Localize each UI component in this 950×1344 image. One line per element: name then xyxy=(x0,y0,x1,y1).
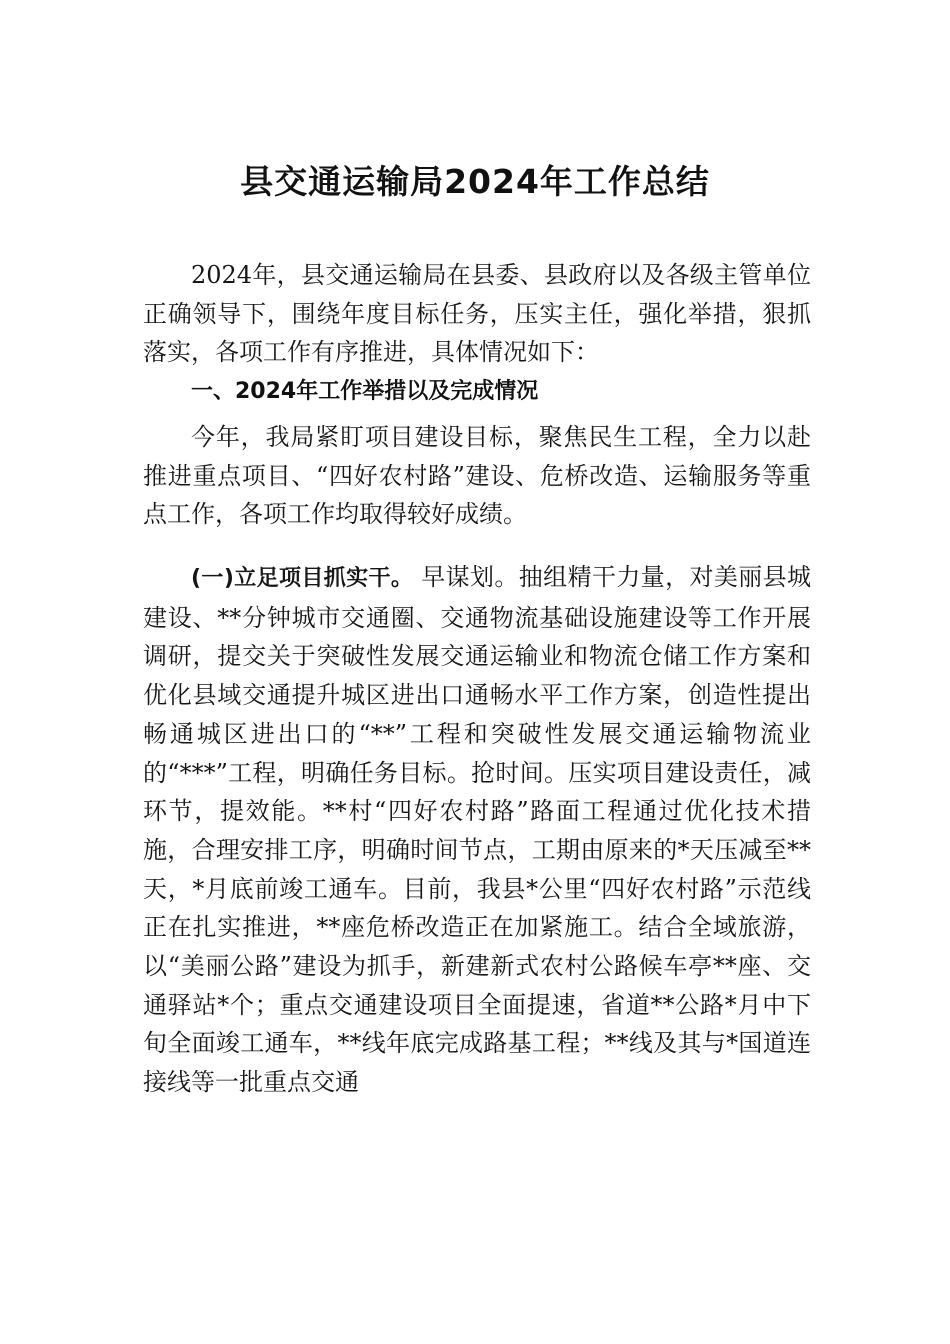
section-1-paragraph: 今年，我局紧盯项目建设目标，聚焦民生工程，全力以赴推进重点项目、“四好农村路”建设、危桥改造、运输服务等重点工作，各项工作均取得较好成绩。 xyxy=(143,423,811,529)
intro-paragraph: 2024年，县交通运输局在县委、县政府以及各级主管单位正确领导下，围绕年度目标任务，压实主任，强化举措，狠抓落实，各项工作有序推进，具体情况如下： xyxy=(143,261,811,367)
section-1-heading: 一、2024年工作举措以及完成情况 xyxy=(191,379,539,404)
subsection-1-text: 早谋划。抽组精干力量，对美丽县城建设、**分钟城市交通圈、交通物流基础设施建设等工作开展调研，提交关于突破性发展交通运输业和物流仓储工作方案和优化县域交通提升城区进出口通畅水平工作方案，创造性提出畅通城区进出口的“**”工程和突破性发展交通运输物流业的“***”工程，明确任务目标。抢时间。压实项目建设责任，减环节，提效能。**村“四好农村路”路面工程通过优化技术措施，合理安排工序，明确时间节点，工期由原来的*天压减至**天，*月底前竣工通车。目前，我县*公里“四好农村路”示范线正在扎实推进，**座危桥改造正在加紧施工。结合全域旅游，以“美丽公路”建设为抓手，新建新式农村公路候车亭**座、交通驿站*个；重点交通建设项目全面提速，省道**公路*月中下旬全面竣工通车，**线年底完成路基工程；**线及其与*国道连接线等一批重点交通 xyxy=(143,563,811,1097)
subsection-1-paragraph xyxy=(143,558,811,1102)
document-title: 县交通运输局2024年工作总结 xyxy=(240,162,710,201)
subsection-1-heading: (一)立足项目抓实干。 xyxy=(191,566,414,591)
